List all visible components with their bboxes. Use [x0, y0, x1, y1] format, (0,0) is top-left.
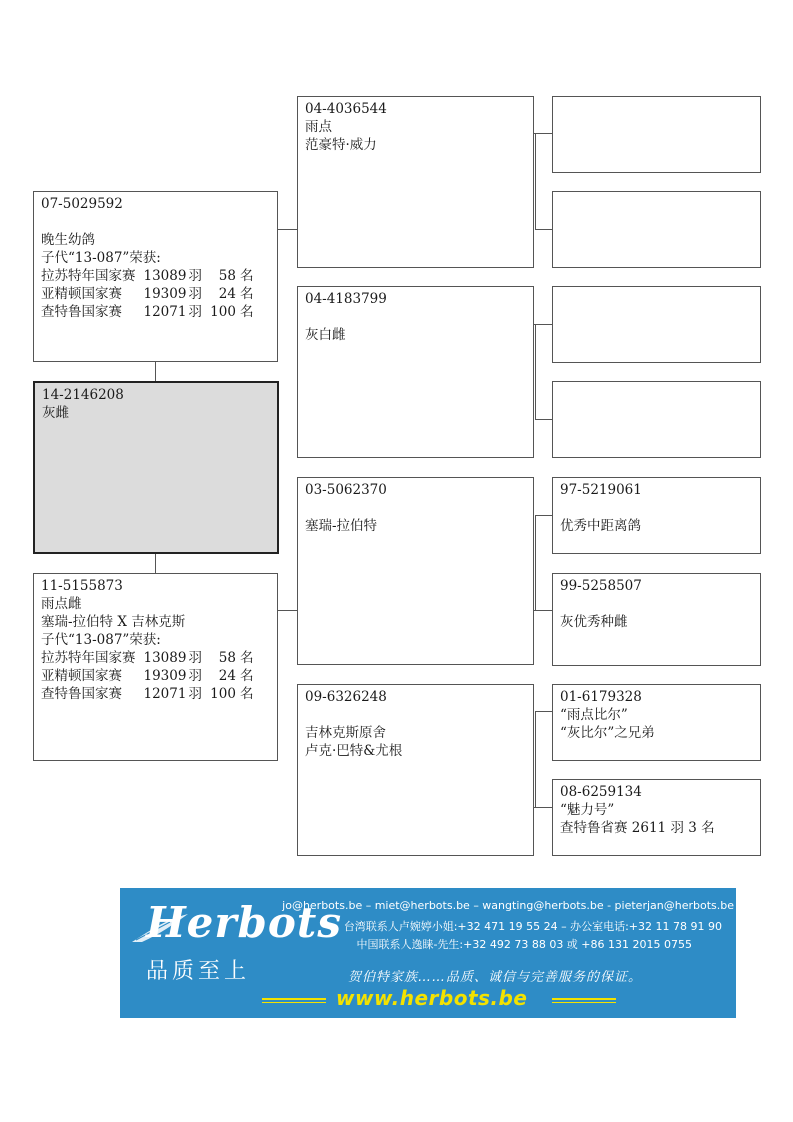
- contact-emails: jo@herbots.be – miet@herbots.be – wangting@herbots.be - pieterjan@herbots.be: [282, 899, 734, 912]
- gp4-line1: 吉林克斯原舍: [305, 725, 386, 741]
- gp1-ring: 04-4036544: [305, 101, 387, 117]
- sire-name: 晚生幼鸽: [41, 232, 95, 248]
- result-row: 亚精顿国家赛 19309 羽 24 名: [41, 286, 254, 302]
- sire-results: [41, 267, 253, 321]
- ggp8-line1: “魅力号”: [560, 802, 615, 818]
- ggp-box-5: [552, 477, 761, 554]
- herbots-logo: Herbots: [146, 898, 342, 947]
- gp2-ring: 04-4183799: [305, 291, 387, 307]
- gp4-ring: 09-6326248: [305, 689, 387, 705]
- connector: [155, 361, 156, 381]
- dam-ring: 11-5155873: [41, 578, 123, 594]
- result-row: 查特鲁国家赛 12071 羽 100 名: [41, 686, 254, 702]
- subject-box: [33, 381, 279, 554]
- result-row: 亚精顿国家赛 19309 羽 24 名: [41, 668, 254, 684]
- slogan: 品质至上: [146, 959, 251, 984]
- gp1-line2: 范豪特·威力: [305, 137, 377, 153]
- decor-line: [262, 998, 326, 1000]
- connector: [535, 515, 536, 610]
- connector: [278, 229, 297, 230]
- connector: [535, 133, 536, 229]
- connector: [535, 324, 536, 419]
- ggp5-ring: 97-5219061: [560, 482, 642, 498]
- ggp-box-3: [552, 286, 761, 363]
- ggp7-ring: 01-6179328: [560, 689, 642, 705]
- contact-china: 中国联系人逸睐-先生:+32 492 73 88 03 或 +86 131 2015 0755: [356, 938, 692, 951]
- decor-line: [552, 1002, 616, 1003]
- connector: [535, 419, 552, 420]
- dam-box: [33, 573, 278, 761]
- website-link[interactable]: www.herbots.be: [336, 986, 528, 1010]
- ggp-box-8: [552, 779, 761, 856]
- ggp-box-4: [552, 381, 761, 458]
- result-row: 拉苏特年国家赛 13089 羽 58 名: [41, 650, 254, 666]
- dam-results: [41, 649, 253, 703]
- gp1-line1: 雨点: [305, 119, 332, 135]
- ggp6-line1: 灰优秀种雌: [560, 614, 628, 630]
- decor-line: [262, 1002, 326, 1003]
- connector: [535, 711, 552, 712]
- connector: [155, 554, 156, 573]
- grandsire-paternal-box: [297, 96, 534, 268]
- contact-taiwan: 台湾联系人卢婉婷小姐:+32 471 19 55 24 – 办公室电话:+32 11 78 91 90: [343, 920, 722, 933]
- connector: [535, 229, 552, 230]
- sire-ring: 07-5029592: [41, 196, 123, 212]
- gp2-line1: 灰白雌: [305, 327, 346, 343]
- ggp7-line1: “雨点比尔”: [560, 707, 628, 723]
- ggp6-ring: 99-5258507: [560, 578, 642, 594]
- connector: [533, 610, 552, 611]
- gp3-line1: 塞瑞-拉伯特: [305, 518, 378, 534]
- gp4-line2: 卢克·巴特&尤根: [305, 743, 403, 759]
- connector: [535, 515, 552, 516]
- granddam-paternal-box: [297, 286, 534, 458]
- ggp-box-7: [552, 684, 761, 761]
- sire-note: 子代“13-087”荣获:: [41, 250, 161, 266]
- promise-text: 贺伯特家族……品质、诚信与完善服务的保证。: [348, 970, 643, 985]
- subject-ring: 14-2146208: [42, 387, 124, 403]
- subject-name: 灰雌: [42, 405, 69, 421]
- ggp8-ring: 08-6259134: [560, 784, 642, 800]
- dam-line2: 塞瑞-拉伯特 X 吉林克斯: [41, 614, 186, 630]
- connector: [533, 807, 552, 808]
- connector: [535, 711, 536, 807]
- herbots-banner: [120, 888, 736, 1018]
- sire-box: [33, 191, 278, 362]
- decor-line: [552, 998, 616, 1000]
- dam-name: 雨点雌: [41, 596, 82, 612]
- dam-note: 子代“13-087”荣获:: [41, 632, 161, 648]
- ggp7-line2: “灰比尔”之兄弟: [560, 725, 655, 741]
- result-row: 查特鲁国家赛 12071 羽 100 名: [41, 304, 254, 320]
- gp3-ring: 03-5062370: [305, 482, 387, 498]
- ggp-box-1: [552, 96, 761, 173]
- connector: [278, 610, 297, 611]
- result-row: 拉苏特年国家赛 13089 羽 58 名: [41, 268, 254, 284]
- grandsire-maternal-box: [297, 477, 534, 665]
- ggp-box-6: [552, 573, 761, 666]
- ggp-box-2: [552, 191, 761, 268]
- ggp5-line1: 优秀中距离鸽: [560, 518, 641, 534]
- granddam-maternal-box: [297, 684, 534, 856]
- ggp8-line2: 查特鲁省赛 2611 羽 3 名: [560, 820, 715, 836]
